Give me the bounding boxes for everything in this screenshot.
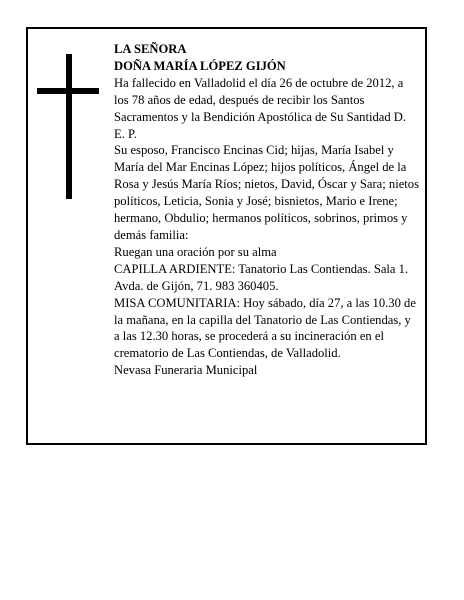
cross-vertical-bar	[66, 54, 72, 199]
family-list: Su esposo, Francisco Encinas Cid; hijas, María Isabel y María del Mar Encinas López; hijos políticos, Ángel de la Rosa y Jesús María Ríos; nietos, David, Óscar y Sara; nietos políticos, Leticia, Sonia y José; bisnietos, Mario e Irene; hermano, Obdulio; hermanos políticos, sobrinos, primos y demás familia:	[114, 143, 420, 242]
funeral-home: Nevasa Funeraria Municipal	[114, 363, 258, 378]
deceased-name: DOÑA MARÍA LÓPEZ GIJÓN	[114, 58, 286, 73]
chapel-info: CAPILLA ARDIENTE: Tanatorio Las Contiendas. Sala 1. Avda. de Gijón, 71. 983 360405.	[114, 261, 409, 293]
cross-horizontal-bar	[37, 88, 99, 94]
obituary-notice	[26, 27, 427, 445]
notice-text	[114, 41, 419, 379]
death-announcement: Ha fallecido en Valladolid el día 26 de octubre de 2012, a los 78 años de edad, después de recibir los Santos Sacramentos y la Bendición Apostólica de Su Santidad D. E. P.	[114, 75, 407, 141]
prayer-request: Ruegan una oración por su alma	[114, 244, 277, 259]
notice-title: LA SEÑORA	[114, 42, 187, 56]
mass-info: MISA COMUNITARIA: Hoy sábado, día 27, a las 10.30 de la mañana, en la capilla del Tanatorio de Las Contiendas, y a las 12.30 horas, se procederá a su incineración en el crematorio de Las Contiendas, de Valladolid.	[114, 295, 416, 361]
